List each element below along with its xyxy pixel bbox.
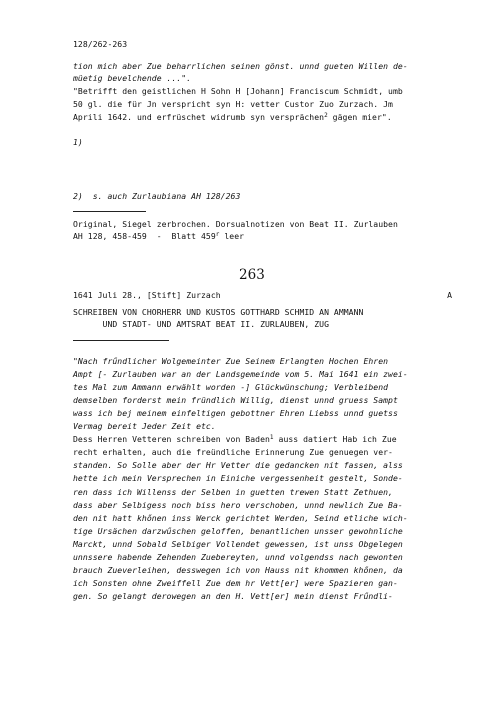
body-line (73, 420, 216, 432)
body-line (73, 407, 398, 419)
archival-note-text: AH 128, 458-459 - Blatt 459 (73, 231, 216, 241)
document-letter: A (447, 290, 452, 300)
body-line-text: wass ich bej meinem einfeltigen gebottner Ehren Liebss unnd guetss (73, 408, 398, 419)
divider (73, 340, 169, 341)
body-line (73, 564, 403, 576)
archival-note-line (73, 230, 244, 242)
body-line: 50 gl. die für Jn verspricht syn H: vetter Custor Zuo Zurzach. Jm (73, 99, 393, 109)
divider (73, 211, 146, 212)
body-line (73, 355, 388, 367)
quote-line: müetig bevelchende ...". (73, 73, 192, 83)
body-line (73, 394, 398, 406)
body-line-text: Aprili 1642. und erfrüschet widrumb syn versprächen (73, 112, 325, 122)
quote-line: tion mich aber Zue beharrlichen seinen gönst. unnd gueten Willen de- (73, 61, 408, 71)
body-line (73, 381, 388, 393)
body-line-text: tige Ursächen darzwűschen geloffen, benantlichen unsser gewohnliche (73, 525, 403, 536)
body-line-text: unnssere habende Zehenden Zuebereyten, unnd volgendss nach gewonten (73, 551, 403, 562)
body-line-text: tes Mal zum Ammann erwählt worden -] Glückwünschung; Verbleibend (73, 382, 389, 393)
body-line (73, 368, 408, 380)
body-line-text: gen. So gelangt derowegen an den H. Vett[er] mein dienst Frűndli- (73, 590, 393, 601)
footnote-ref: 2 (324, 112, 328, 119)
body-line-text: "Nach frűndlicher Wolgemeinter Zue Seinem Erlangten Hochen Ehren (73, 356, 389, 366)
body-line-text: Ampt [- Zurlauben war an der Landsgemeinde vom 5. Mai 1641 ein zwei- (73, 369, 408, 380)
body-line-tail: gägen mier". (327, 112, 392, 122)
body-line-text: ich Sonsten ohne Zweiffell Zue dem hr Vett[er] were Spazieren gan- (73, 577, 398, 588)
body-line-text: dass aber Selbigess noch biss hero verschoben, unnd newlich Zue Ba- (73, 499, 403, 510)
body-line (73, 577, 398, 589)
archival-note-line: Original, Siegel zerbrochen. Dorsualnotizen von Beat II. Zurlauben (73, 219, 398, 229)
body-line (73, 433, 397, 445)
body-line-text: Marckt, unnd Sobald Selbiger Vollendet gewessen, ist unss Obgelegen (73, 538, 403, 549)
body-line (73, 446, 393, 458)
body-line (73, 111, 392, 123)
document-number: 263 (239, 267, 265, 283)
body-line-text: demselben forderst mein fründlich Willig, dienst unnd gruess Sampt (73, 395, 398, 406)
page-header-reference: 128/262-263 (73, 39, 128, 49)
body-line-text: ren dass ich Willenss der Selben in guetten trewen Statt Zethuen, (73, 486, 393, 497)
footnote-2: 2) s. auch Zurlaubiana AH 128/263 (73, 191, 241, 201)
body-line-tail: auss datiert Hab ich Zue (273, 434, 397, 445)
body-line-text: standen. So Solle aber der Hr Vetter die gedancken nit fassen, alss (73, 460, 403, 471)
body-line-text: brauch Zueverleihen, desswegen ich von Hauss nit khommen khőnen, da (73, 564, 403, 575)
archival-note-tail: leer (219, 231, 245, 241)
body-line (73, 590, 393, 602)
body-line (73, 551, 403, 563)
body-line-text: Vermag bereit Jeder Zeit etc. (73, 421, 216, 432)
document-title-line: SCHREIBEN VON CHORHERR UND KUSTOS GOTTHARD SCHMID AN AMMANN (73, 307, 364, 317)
footnote-1: 1) (73, 137, 83, 147)
body-line (73, 525, 403, 537)
document-title-line: UND STADT- UND AMTSRAT BEAT II. ZURLAUBEN, ZUG (73, 319, 329, 329)
body-line (73, 486, 393, 498)
body-line-text: Dess Herren Vetteren schreiben von Baden (73, 434, 270, 445)
body-line (73, 512, 408, 524)
body-line-text: den nit hatt khőnen inss Werck gerichtet Werden, Seind etliche wich- (73, 512, 408, 523)
body-line: "Betrifft den geistlichen H Sohn H [Johann] Franciscum Schmidt, umb (73, 86, 403, 96)
folio-superscript: r (215, 231, 220, 238)
body-line (73, 538, 403, 550)
body-line (73, 499, 403, 511)
body-line-text: recht erhalten, auch die freündliche Erinnerung Zue genuegen ver- (73, 447, 393, 458)
body-line-text: hette ich mein Versprechen in Einiche vergessenheit gestelt, Sonde- (73, 473, 403, 484)
footnote-ref: 1 (269, 434, 274, 442)
date-line: 1641 Juli 28., [Stift] Zurzach (73, 290, 221, 300)
body-line (73, 472, 403, 484)
body-line (73, 459, 403, 471)
